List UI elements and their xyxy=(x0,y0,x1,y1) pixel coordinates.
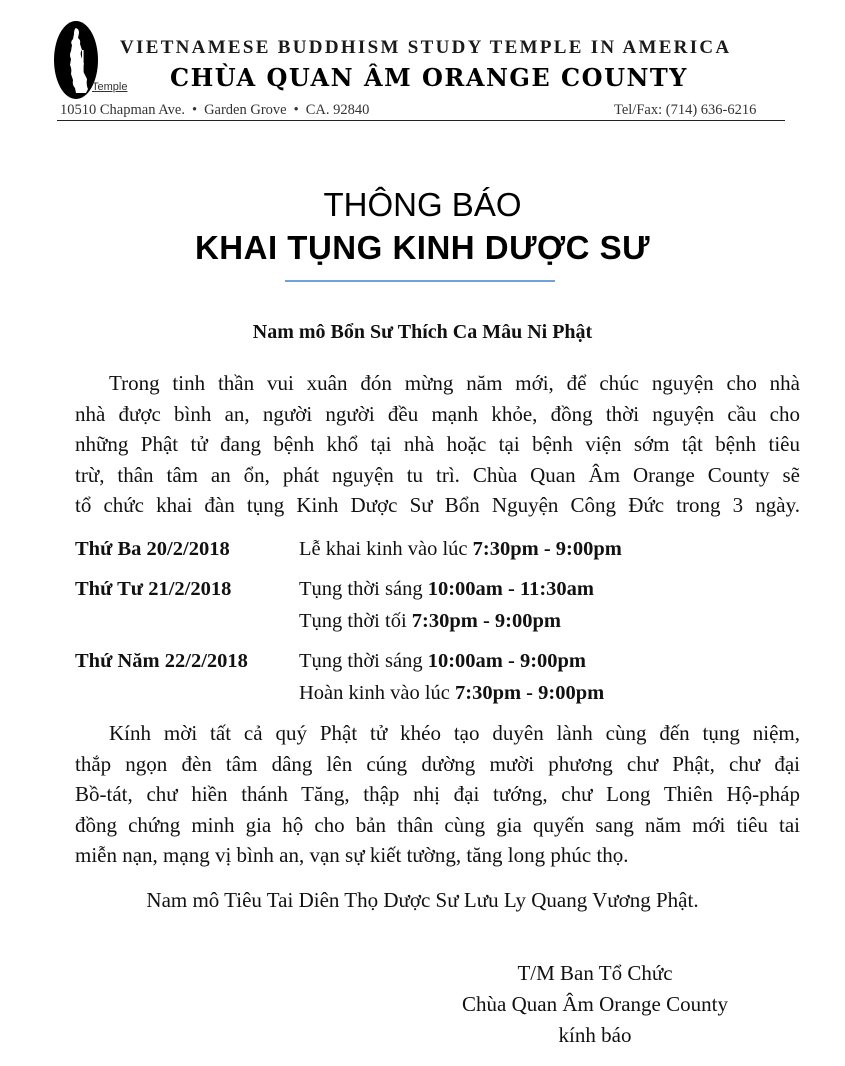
address-street: 10510 Chapman Ave. xyxy=(60,102,185,118)
org-name-vi: CHÙA QUAN ÂM ORANGE COUNTY xyxy=(170,63,688,92)
signature-block xyxy=(420,958,770,1051)
bullet-separator: • xyxy=(191,102,198,118)
paragraph-line: đồng chứng minh gia hộ cho bản thân cùng gia quyến sang năm mới tiêu tai xyxy=(75,812,800,837)
schedule-day: Thứ Ba 20/2/2018 xyxy=(75,538,230,560)
paragraph-line: Trong tinh thần vui xuân đón mừng năm mới, để chúc nguyện cho nhà xyxy=(109,371,800,395)
address-city: Garden Grove xyxy=(204,102,287,118)
schedule-item: Tụng thời sáng 10:00am - 9:00pm xyxy=(299,650,587,672)
title-line-1: THÔNG BÁO xyxy=(323,186,522,223)
paragraph-line: trừ, thân tâm an ổn, phát nguyện tu trì. Chùa Quan Âm Orange County sẽ xyxy=(75,462,800,487)
signature-line-3: kính báo xyxy=(558,1023,632,1047)
paragraph-line: thắp ngọn đèn tâm dâng lên cúng dường mười phương chư Phật, chư đại xyxy=(75,751,800,776)
signature-line-1: T/M Ban Tổ Chức xyxy=(517,961,673,985)
schedule-item: Tụng thời sáng 10:00am - 11:30am xyxy=(299,578,594,600)
paragraph-line: Bồ-tát, chư hiền thánh Tăng, thập nhị đại tướng, chư Long Thiên Hộ-pháp xyxy=(75,782,800,806)
invocation: Nam mô Bổn Sư Thích Ca Mâu Ni Phật xyxy=(252,321,593,343)
tel-fax: Tel/Fax: (714) 636-6216 xyxy=(614,102,757,118)
signature-line-2: Chùa Quan Âm Orange County xyxy=(462,992,728,1016)
closing-invocation: Nam mô Tiêu Tai Diên Thọ Dược Sư Lưu Ly Quang Vương Phật. xyxy=(146,888,699,912)
paragraph-line: miễn nạn, mạng vị bình an, vạn sự kiết tường, tăng long phúc thọ. xyxy=(75,843,629,867)
bullet-separator: • xyxy=(293,102,299,118)
schedule-item: Lễ khai kinh vào lúc 7:30pm - 9:00pm xyxy=(299,538,622,560)
schedule-day: Thứ Năm 22/2/2018 xyxy=(75,650,248,672)
paragraph-intro xyxy=(75,368,800,521)
title-underline xyxy=(285,280,555,282)
paragraph-invitation xyxy=(75,718,800,871)
paragraph-line: nhà được bình an, người người đều mạnh khỏe, đồng thời nguyện cầu cho xyxy=(75,401,800,426)
paragraph-line: tổ chức khai đàn tụng Kinh Dược Sư Bổn Nguyện Công Đức trong 3 ngày. xyxy=(75,493,800,517)
org-name-en: VIETNAMESE BUDDHISM STUDY TEMPLE IN AMERICA xyxy=(120,37,732,58)
schedule-day: Thứ Tư 21/2/2018 xyxy=(75,578,232,600)
address xyxy=(60,102,369,119)
paragraph-line: những Phật tử đang bệnh khổ tại nhà hoặc tại bệnh viện sớm tật bệnh tiêu xyxy=(75,432,800,456)
paragraph-line: Kính mời tất cả quý Phật tử khéo tạo duyên lành cùng đến tụng niệm, xyxy=(109,721,800,745)
logo-caption: Temple xyxy=(92,81,128,93)
schedule-item: Tụng thời tối 7:30pm - 9:00pm xyxy=(299,610,561,632)
schedule-item: Hoàn kinh vào lúc 7:30pm - 9:00pm xyxy=(299,682,605,704)
address-state-zip: CA. 92840 xyxy=(305,102,370,118)
title-line-2: KHAI TỤNG KINH DƯỢC SƯ xyxy=(194,229,651,266)
letterhead-divider xyxy=(57,120,785,121)
